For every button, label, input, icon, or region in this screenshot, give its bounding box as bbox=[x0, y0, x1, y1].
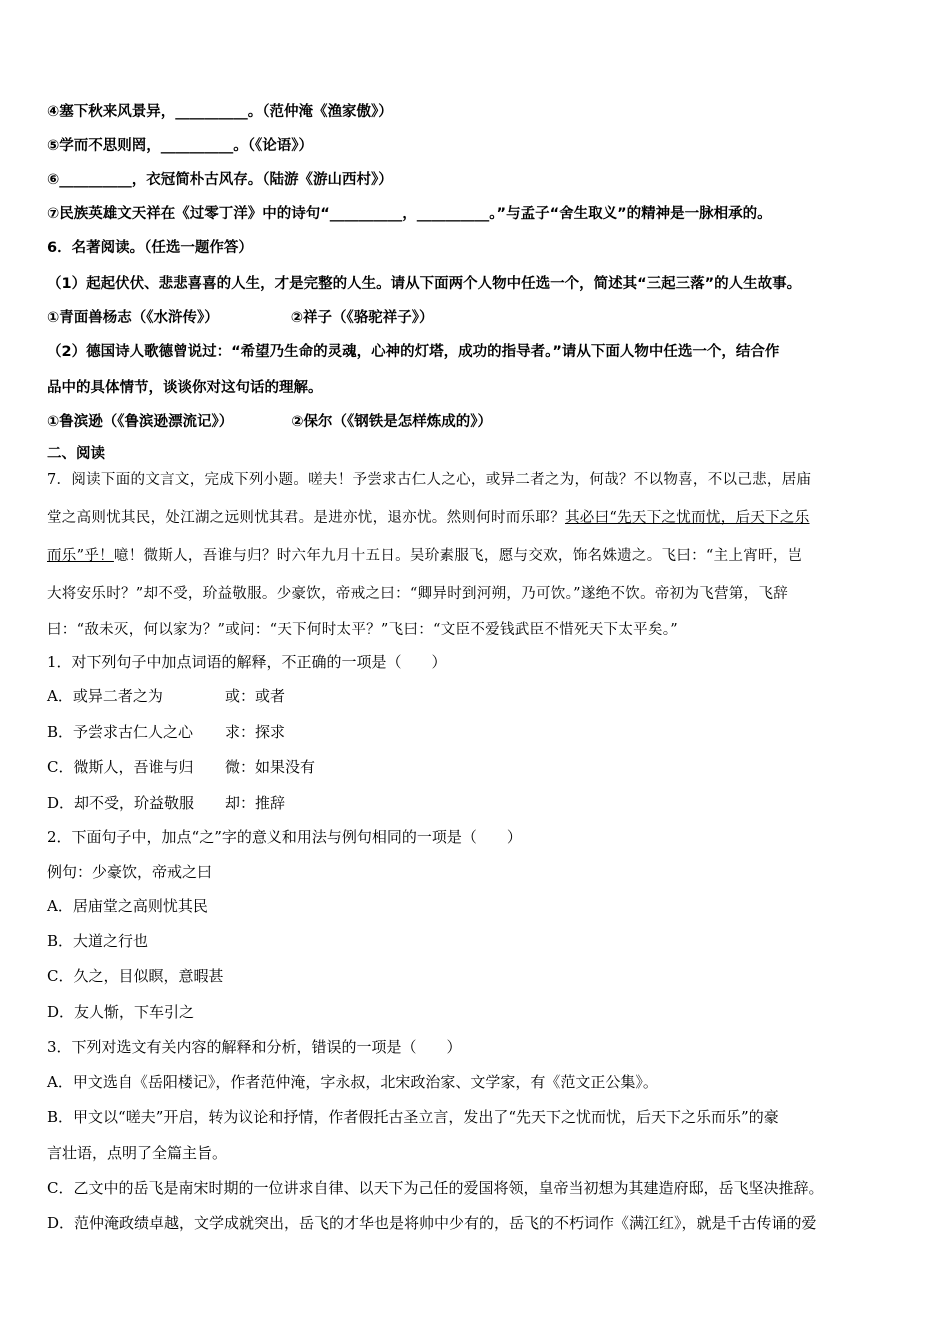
section-reading-heading: 二、阅读 bbox=[47, 446, 105, 462]
question-6-part-2: （2）德国诗人歌德曾说过：“希望乃生命的灵魂，心神的灯塔，成功的指导者。”请从下面人物中任选一个，结合作 bbox=[47, 344, 780, 360]
subquestion-3-option-b: B．甲文以“嗟夫”开启，转为议论和抒情，作者假托古圣立言，发出了“先天下之忧而忧，后天下之乐而乐”的豪 bbox=[47, 1108, 779, 1126]
option-pavel: ②保尔（《钢铁是怎样炼成的》） bbox=[291, 414, 493, 430]
subquestion-3-option-d: D．范仲淹政绩卓越，文学成就突出，岳飞的才华也是将帅中少有的，岳飞的不朽词作《满江红》，就是千古传诵的爱 bbox=[47, 1214, 817, 1232]
subquestion-3: 3．下列对选文有关内容的解释和分析，错误的一项是（ ） bbox=[47, 1038, 462, 1056]
subquestion-2-option-a: A．居庙堂之高则忧其民 bbox=[47, 897, 208, 915]
question-6-part-2-cont: 品中的具体情节，谈谈你对这句话的理解。 bbox=[47, 380, 323, 396]
poem-fill-item-6: ⑥__________，衣冠简朴古风存。（陆游《游山西村》） bbox=[47, 172, 393, 188]
subquestion-3-option-c: C．乙文中的岳飞是南宋时期的一位讲求自律、以天下为己任的爱国将领，皇帝当初想为其建造府邸，岳飞坚决推辞。 bbox=[47, 1179, 824, 1197]
passage-line-4: 大将安乐时？”却不受，玠益敬服。少豪饮，帝戒之曰：“卿异时到河朔，乃可饮。”遂绝不饮。帝初为飞营第，飞辞 bbox=[47, 586, 789, 602]
underlined-sentence: 其必曰“先天下之忧而忧，后天下之乐 bbox=[565, 510, 810, 526]
subquestion-1-option-b: B．予尝求古仁人之心 求：探求 bbox=[47, 723, 286, 741]
subquestion-1-option-d: D．却不受，玠益敬服 却：推辞 bbox=[47, 794, 286, 812]
question-6-part-1-options bbox=[47, 308, 434, 328]
poem-fill-item-4: ④塞下秋来风景异，__________。（范仲淹《渔家傲》） bbox=[47, 104, 393, 120]
subquestion-2-option-b: B．大道之行也 bbox=[47, 932, 149, 950]
passage-line-5: 曰：“敌未灭，何以家为？”或问：“天下何时太平？”飞曰：“文臣不爱钱武臣不惜死天下太平矣。” bbox=[47, 622, 679, 638]
passage-line-2: 堂之高则忧其民，处江湖之远则忧其君。是进亦忧，退亦忧。然则何时而乐耶？其必曰“先天下之忧而忧，后天下之乐 bbox=[47, 510, 810, 526]
subquestion-3-option-a: A．甲文选自《岳阳楼记》，作者范仲淹，字永叔，北宋政治家、文学家，有《范文正公集》。 bbox=[47, 1073, 658, 1091]
poem-fill-item-5: ⑤学而不思则罔，__________。（《论语》） bbox=[47, 138, 314, 154]
subquestion-1-option-a: A．或异二者之为 或：或者 bbox=[47, 687, 286, 705]
subquestion-2-example: 例句：少豪饮，帝戒之曰 bbox=[47, 863, 213, 881]
subquestion-1-option-c: C．微斯人，吾谁与归 微：如果没有 bbox=[47, 758, 316, 776]
passage-line-1: 7．阅读下面的文言文，完成下列小题。嗟夫！予尝求古仁人之心，或异二者之为，何哉？不以物喜，不以己悲，居庙 bbox=[47, 472, 812, 488]
question-6-part-1: （1）起起伏伏、悲悲喜喜的人生，才是完整的人生。请从下面两个人物中任选一个，简述其“三起三落”的人生故事。 bbox=[47, 276, 802, 292]
passage-line-3: 而乐”乎！噫！微斯人，吾谁与归？时六年九月十五日。吴玠素服飞，愿与交欢，饰名姝遗之。飞曰：“主上宵旰，岂 bbox=[47, 548, 803, 564]
subquestion-2-option-c: C．久之，目似瞑，意暇甚 bbox=[47, 967, 224, 985]
option-yang-zhi: ①青面兽杨志（《水浒传》） bbox=[47, 310, 219, 326]
underlined-sentence-end: 而乐”乎！ bbox=[47, 548, 114, 564]
subquestion-1: 1．对下列句子中加点词语的解释，不正确的一项是（ ） bbox=[47, 653, 447, 671]
question-6-part-2-options bbox=[47, 412, 492, 432]
poem-fill-item-7: ⑦民族英雄文天祥在《过零丁洋》中的诗句“__________，__________。”与孟子“舍生取义”的精神是一脉相承的。 bbox=[47, 206, 772, 222]
subquestion-3-option-b-cont: 言壮语，点明了全篇主旨。 bbox=[47, 1144, 228, 1162]
option-robinson: ①鲁滨逊（《鲁滨逊漂流记》） bbox=[47, 414, 234, 430]
question-6-heading: 6．名著阅读。（任选一题作答） bbox=[47, 240, 253, 256]
option-xiangzi: ②祥子（《骆驼祥子》） bbox=[290, 310, 434, 326]
subquestion-2-option-d: D．友人惭，下车引之 bbox=[47, 1003, 195, 1021]
subquestion-2: 2．下面句子中，加点“之”字的意义和用法与例句相同的一项是（ ） bbox=[47, 828, 522, 846]
